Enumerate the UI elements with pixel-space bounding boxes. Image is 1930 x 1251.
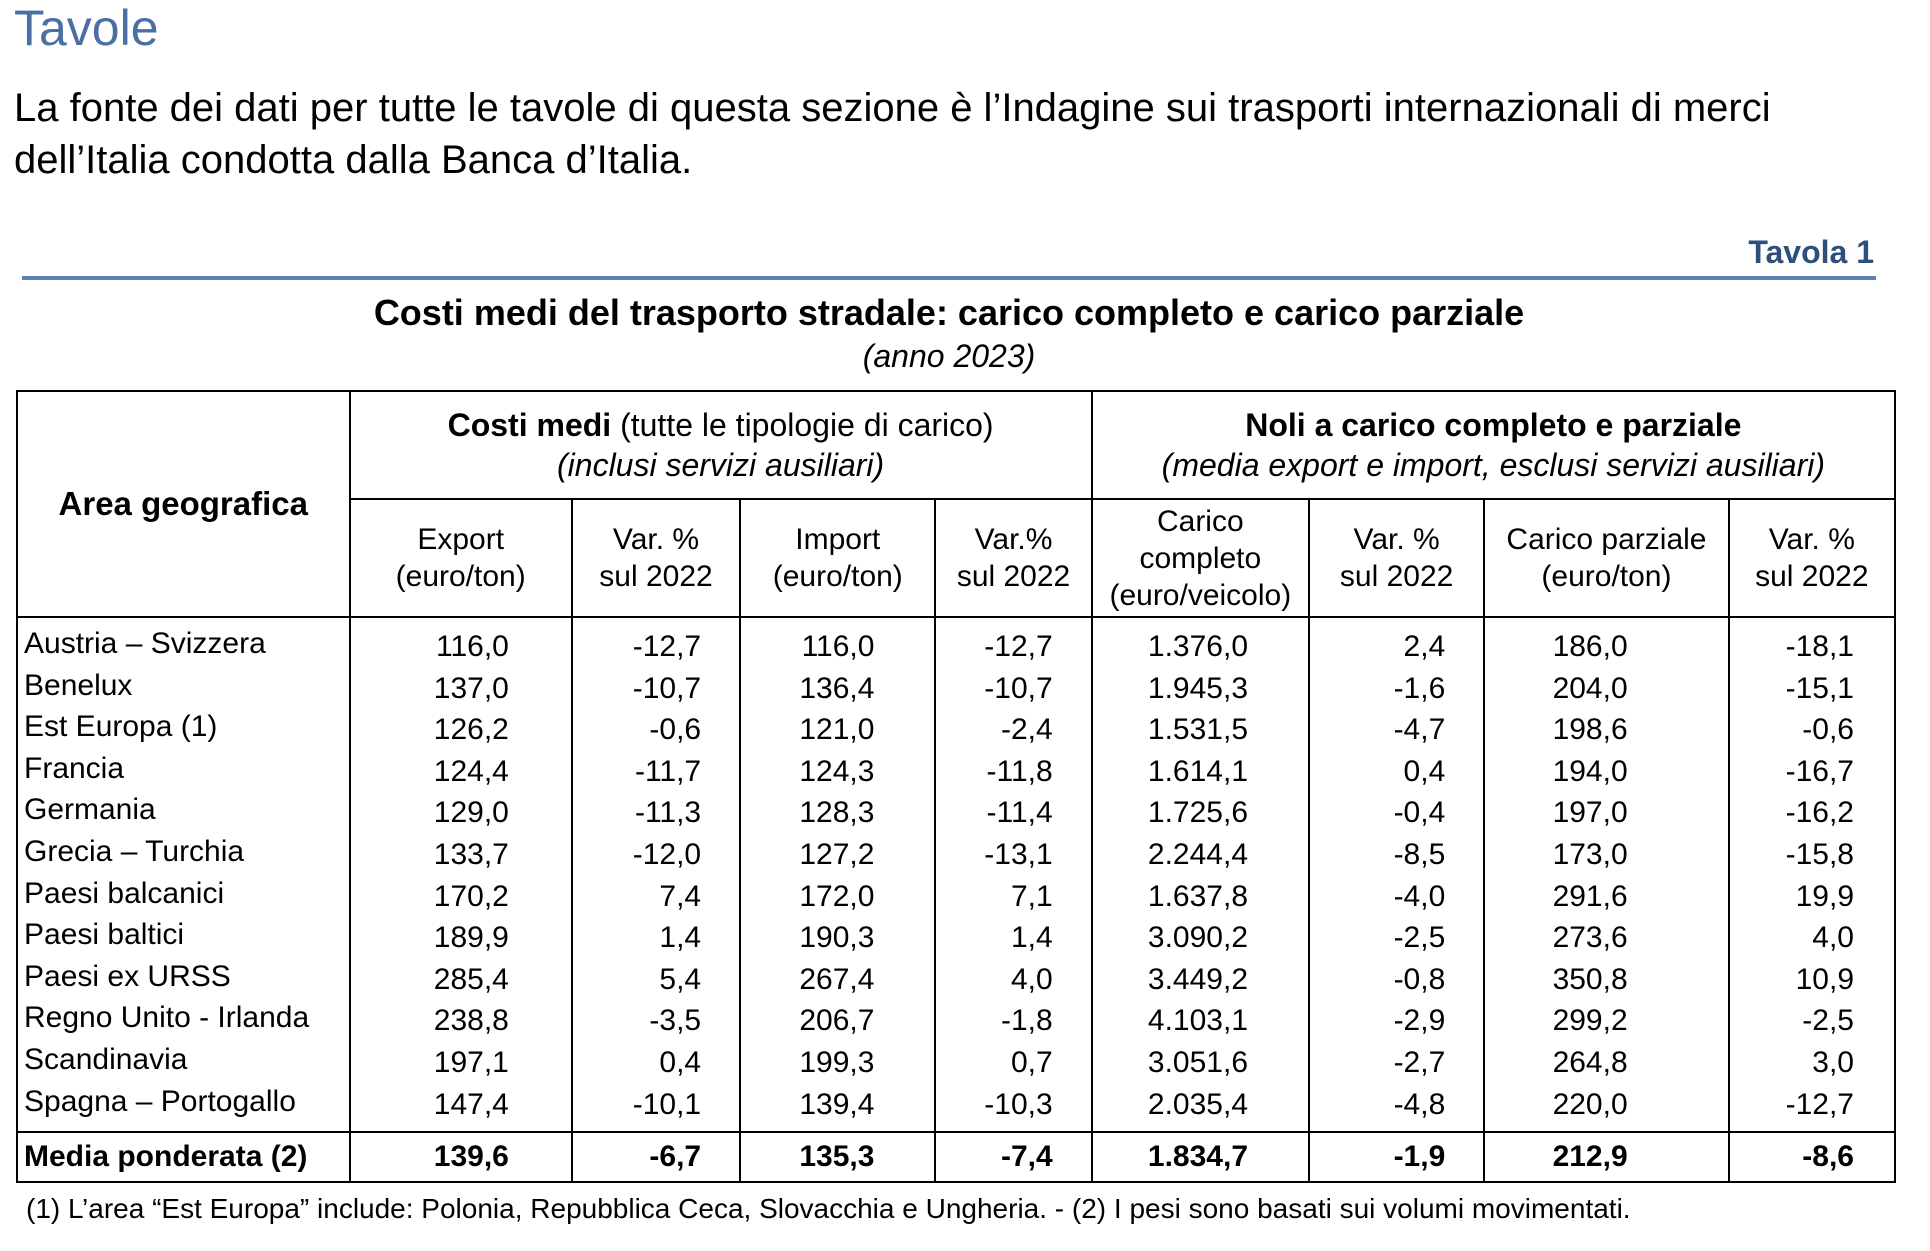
row-area-label: Spagna – Portogallo xyxy=(17,1084,350,1133)
column-header-line: Import xyxy=(795,523,881,556)
row-value: 170,2 xyxy=(350,876,572,918)
row-area-label: Paesi balcanici xyxy=(17,876,350,918)
group1-bold: Costi medi xyxy=(447,407,612,443)
row-value: 220,0 xyxy=(1484,1084,1728,1133)
row-area-label: Francia xyxy=(17,751,350,793)
row-value: 0,4 xyxy=(572,1042,740,1084)
group2-italic: (media export e import, esclusi servizi ausiliari) xyxy=(1161,447,1825,483)
row-value: 126,2 xyxy=(350,709,572,751)
total-value: 139,6 xyxy=(350,1132,572,1182)
column-header-line: (euro/ton) xyxy=(772,560,903,593)
table-number: Tavola 1 xyxy=(1748,234,1874,270)
row-value: 4.103,1 xyxy=(1092,1000,1309,1042)
row-value: -2,7 xyxy=(1309,1042,1484,1084)
row-value: 124,3 xyxy=(740,751,935,793)
row-value: 2,4 xyxy=(1309,617,1484,668)
row-value: -13,1 xyxy=(935,834,1091,876)
column-header-line: completo xyxy=(1139,541,1262,575)
row-value: 2.035,4 xyxy=(1092,1084,1309,1133)
table-row xyxy=(17,959,1895,1001)
row-value: 1.725,6 xyxy=(1092,792,1309,834)
row-value: -12,7 xyxy=(935,617,1091,668)
header-area: Area geografica xyxy=(17,391,350,617)
row-value: 10,9 xyxy=(1729,959,1895,1001)
row-value: 173,0 xyxy=(1484,834,1728,876)
column-header-line: Carico xyxy=(1156,504,1244,538)
column-header-4 xyxy=(935,499,1091,617)
column-header-5 xyxy=(1092,499,1309,617)
row-value: -2,5 xyxy=(1729,1000,1895,1042)
column-header-line: Carico parziale xyxy=(1506,523,1707,556)
total-value: 212,9 xyxy=(1484,1132,1728,1182)
row-value: 127,2 xyxy=(740,834,935,876)
header-group-noli xyxy=(1092,391,1895,499)
table-row xyxy=(17,917,1895,959)
row-value: 1.614,1 xyxy=(1092,751,1309,793)
total-row xyxy=(17,1132,1895,1182)
title-rule xyxy=(22,276,1876,280)
row-value: 267,4 xyxy=(740,959,935,1001)
row-value: -10,3 xyxy=(935,1084,1091,1133)
column-header-line: (euro/ton) xyxy=(1541,560,1672,593)
column-header-line: sul 2022 xyxy=(599,560,713,593)
table-row xyxy=(17,617,1895,668)
row-value: 2.244,4 xyxy=(1092,834,1309,876)
row-area-label: Regno Unito - Irlanda xyxy=(17,1000,350,1042)
column-header-2 xyxy=(572,499,740,617)
column-header-7 xyxy=(1484,499,1728,617)
row-value: 0,4 xyxy=(1309,751,1484,793)
row-value: 137,0 xyxy=(350,668,572,710)
table-row xyxy=(17,751,1895,793)
group1-italic: (inclusi servizi ausiliari) xyxy=(557,447,885,483)
row-value: 1.376,0 xyxy=(1092,617,1309,668)
row-value: 4,0 xyxy=(935,959,1091,1001)
column-header-8 xyxy=(1729,499,1895,617)
total-value: -1,9 xyxy=(1309,1132,1484,1182)
cost-table xyxy=(16,390,1896,1183)
row-value: 197,0 xyxy=(1484,792,1728,834)
row-value: -10,7 xyxy=(572,668,740,710)
row-value: -0,8 xyxy=(1309,959,1484,1001)
row-value: 204,0 xyxy=(1484,668,1728,710)
table-row xyxy=(17,1042,1895,1084)
row-value: 7,4 xyxy=(572,876,740,918)
row-value: 3.090,2 xyxy=(1092,917,1309,959)
column-header-line: sul 2022 xyxy=(956,560,1071,593)
total-value: 135,3 xyxy=(740,1132,935,1182)
total-value: 1.834,7 xyxy=(1092,1132,1309,1182)
row-value: 147,4 xyxy=(350,1084,572,1133)
row-value: 199,3 xyxy=(740,1042,935,1084)
table-row xyxy=(17,668,1895,710)
row-area-label: Germania xyxy=(17,792,350,834)
column-header-line: (euro/ton) xyxy=(395,560,526,593)
row-value: -10,7 xyxy=(935,668,1091,710)
row-value: 206,7 xyxy=(740,1000,935,1042)
row-value: 264,8 xyxy=(1484,1042,1728,1084)
row-value: 194,0 xyxy=(1484,751,1728,793)
column-header-line: Var. % xyxy=(1768,523,1855,556)
row-value: -16,2 xyxy=(1729,792,1895,834)
column-header-line: sul 2022 xyxy=(1339,560,1454,593)
row-value: 5,4 xyxy=(572,959,740,1001)
row-value: 189,9 xyxy=(350,917,572,959)
column-header-6 xyxy=(1309,499,1484,617)
column-header-line: Var.% xyxy=(974,523,1053,556)
row-value: 116,0 xyxy=(740,617,935,668)
row-value: 128,3 xyxy=(740,792,935,834)
row-value: -11,4 xyxy=(935,792,1091,834)
row-value: -2,4 xyxy=(935,709,1091,751)
table-row xyxy=(17,876,1895,918)
row-value: -0,4 xyxy=(1309,792,1484,834)
row-area-label: Paesi baltici xyxy=(17,917,350,959)
row-area-label: Grecia – Turchia xyxy=(17,834,350,876)
table-subtitle: (anno 2023) xyxy=(862,338,1036,374)
row-value: 198,6 xyxy=(1484,709,1728,751)
column-header-line: sul 2022 xyxy=(1755,560,1869,593)
table-row xyxy=(17,792,1895,834)
row-value: 133,7 xyxy=(350,834,572,876)
row-value: 190,3 xyxy=(740,917,935,959)
row-value: 3,0 xyxy=(1729,1042,1895,1084)
table-row xyxy=(17,1000,1895,1042)
row-value: 1.637,8 xyxy=(1092,876,1309,918)
row-area-label: Austria – Svizzera xyxy=(17,617,350,668)
total-value: -8,6 xyxy=(1729,1132,1895,1182)
section-title: Tavole xyxy=(14,0,159,56)
row-value: -2,5 xyxy=(1309,917,1484,959)
column-header-line: Var. % xyxy=(612,523,700,556)
row-value: -8,5 xyxy=(1309,834,1484,876)
row-value: 19,9 xyxy=(1729,876,1895,918)
row-area-label: Paesi ex URSS xyxy=(17,959,350,1001)
total-value: -7,4 xyxy=(935,1132,1091,1182)
row-value: 350,8 xyxy=(1484,959,1728,1001)
row-value: 285,4 xyxy=(350,959,572,1001)
column-header-line: Export xyxy=(417,523,505,556)
intro-paragraph: La fonte dei dati per tutte le tavole di questa sezione è l’Indagine sui trasporti internazionali di merci dell’Italia condotta dalla Banca d’Italia. xyxy=(14,86,1771,182)
row-area-label: Benelux xyxy=(17,668,350,710)
table-row xyxy=(17,709,1895,751)
row-value: -0,6 xyxy=(1729,709,1895,751)
row-value: 238,8 xyxy=(350,1000,572,1042)
row-value: -0,6 xyxy=(572,709,740,751)
row-value: -3,5 xyxy=(572,1000,740,1042)
column-header-3 xyxy=(740,499,935,617)
row-value: 197,1 xyxy=(350,1042,572,1084)
column-header-line: (euro/veicolo) xyxy=(1109,578,1292,612)
row-value: -11,8 xyxy=(935,751,1091,793)
row-value: 136,4 xyxy=(740,668,935,710)
row-value: 1.945,3 xyxy=(1092,668,1309,710)
row-value: 273,6 xyxy=(1484,917,1728,959)
total-value: -6,7 xyxy=(572,1132,740,1182)
total-area-label: Media ponderata (2) xyxy=(17,1132,350,1182)
row-value: -12,0 xyxy=(572,834,740,876)
row-value: -10,1 xyxy=(572,1084,740,1133)
row-value: -4,8 xyxy=(1309,1084,1484,1133)
row-value: -11,3 xyxy=(572,792,740,834)
row-value: 129,0 xyxy=(350,792,572,834)
column-header-line: Var. % xyxy=(1353,523,1440,556)
row-value: -4,0 xyxy=(1309,876,1484,918)
row-value: 121,0 xyxy=(740,709,935,751)
row-value: 3.449,2 xyxy=(1092,959,1309,1001)
group2-bold: Noli a carico completo e parziale xyxy=(1245,407,1742,443)
row-value: 4,0 xyxy=(1729,917,1895,959)
group1-normal: (tutte le tipologie di carico) xyxy=(611,407,994,443)
row-value: 7,1 xyxy=(935,876,1091,918)
row-value: -1,8 xyxy=(935,1000,1091,1042)
footnote: (1) L’area “Est Europa” include: Polonia, Repubblica Ceca, Slovacchia e Ungheria. - (2) I pesi sono basati sui volumi movimentati. xyxy=(26,1193,1631,1224)
header-group-costi-medi xyxy=(350,391,1092,499)
row-value: -12,7 xyxy=(572,617,740,668)
row-value: 1,4 xyxy=(935,917,1091,959)
row-value: 299,2 xyxy=(1484,1000,1728,1042)
row-value: 291,6 xyxy=(1484,876,1728,918)
column-header-1 xyxy=(350,499,572,617)
row-value: -15,1 xyxy=(1729,668,1895,710)
row-value: -2,9 xyxy=(1309,1000,1484,1042)
table-row xyxy=(17,834,1895,876)
row-value: -16,7 xyxy=(1729,751,1895,793)
row-value: -4,7 xyxy=(1309,709,1484,751)
row-value: -12,7 xyxy=(1729,1084,1895,1133)
row-value: 139,4 xyxy=(740,1084,935,1133)
row-area-label: Est Europa (1) xyxy=(17,709,350,751)
table-title: Costi medi del trasporto stradale: carico completo e carico parziale xyxy=(373,292,1525,333)
row-value: -11,7 xyxy=(572,751,740,793)
row-value: 172,0 xyxy=(740,876,935,918)
row-value: 1,4 xyxy=(572,917,740,959)
row-value: 3.051,6 xyxy=(1092,1042,1309,1084)
row-area-label: Scandinavia xyxy=(17,1042,350,1084)
row-value: 124,4 xyxy=(350,751,572,793)
row-value: -1,6 xyxy=(1309,668,1484,710)
table-row xyxy=(17,1084,1895,1133)
row-value: 0,7 xyxy=(935,1042,1091,1084)
row-value: 116,0 xyxy=(350,617,572,668)
row-value: -15,8 xyxy=(1729,834,1895,876)
row-value: 186,0 xyxy=(1484,617,1728,668)
row-value: -18,1 xyxy=(1729,617,1895,668)
row-value: 1.531,5 xyxy=(1092,709,1309,751)
